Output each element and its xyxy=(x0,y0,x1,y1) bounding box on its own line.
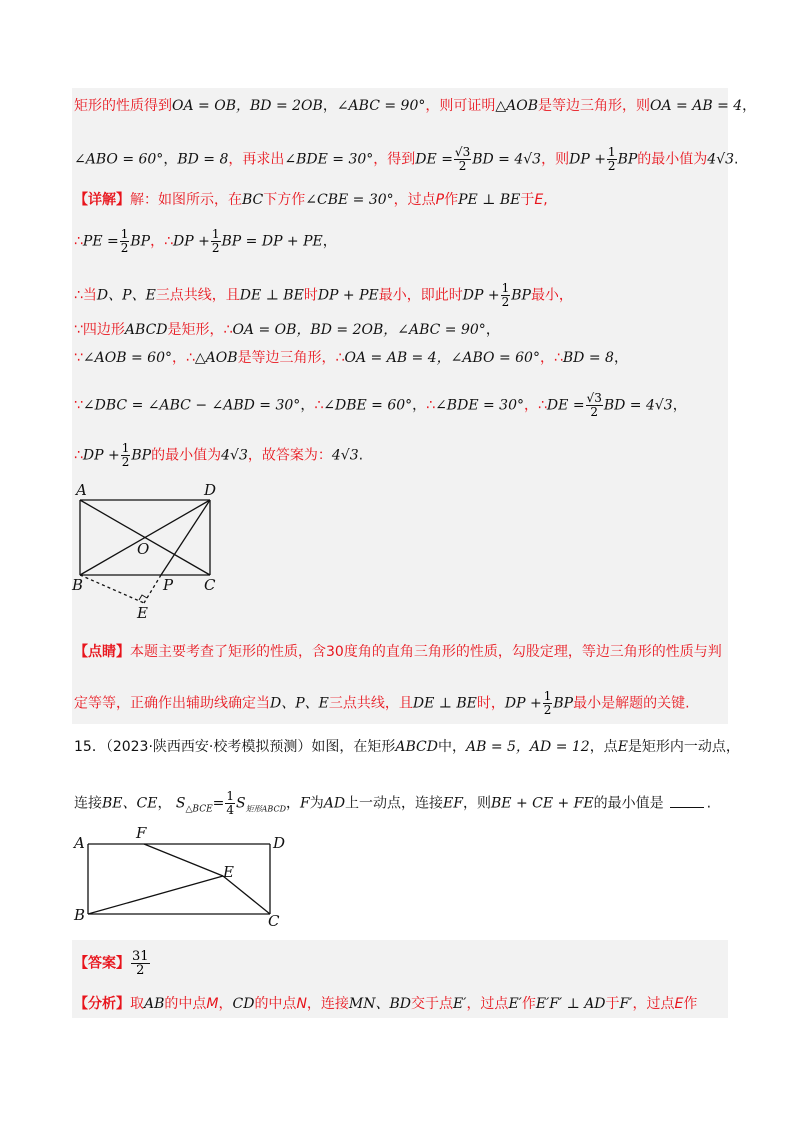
label-a: A xyxy=(76,481,87,499)
detail-line-3: ∴当D、P、E三点共线，且DE ⊥ BE时DP + PE最小，即此时DP + $\frac{1}{2}$ BP最小， xyxy=(74,281,573,309)
fraction: $\frac{√3}{2}$ xyxy=(586,391,602,419)
figure-rectangle-abcd-with-point-p xyxy=(66,480,236,620)
remark-line-2: 定等等，正确作出辅助线确定当D、P、E三点共线，且DE ⊥ BE时，DP + $\frac{1}{2}$ BP最小是解题的关键. xyxy=(74,689,690,717)
segment-fe xyxy=(144,844,223,876)
detail-line-2: ∴PE = $\frac{1}{2}$ BP，∴DP + $\frac{1}{2}$ BP = DP + PE， xyxy=(74,227,337,255)
label-b: B xyxy=(72,576,84,594)
segment-be xyxy=(88,876,223,914)
detail-line-1: 【详解】解：如图所示，在BC下方作∠CBE = 30°，过点P作PE ⊥ BE于E, xyxy=(74,192,548,208)
detail-line-7: ∴DP + $\frac{1}{2}$ BP的最小值为4√3，故答案为：4√3. xyxy=(74,441,364,469)
segment-dp xyxy=(161,500,210,575)
analysis-line-1: 矩形的性质得到OA = OB，BD = 2OB，∠ABC = 90°，则可证明△AOB是等边三角形，则OA = AB = 4， xyxy=(74,98,757,114)
analysis-line: 【分析】取AB的中点M，CD的中点N，连接MN、BD交于点E′，过点E′作E′F′ ⊥ AD于F′，过点E作 xyxy=(74,996,698,1012)
question-15-line-2: 连接BE、CE， $S_{\triangle BCE}=$ $\frac{1}{4}$ $S_{矩形ABCD}$，F为AD上一动点，连接EF，则BE + CE + FE的最小值是 . xyxy=(74,789,712,817)
answer-fraction: $\frac{31}{2}$ xyxy=(132,949,149,978)
fraction: $\frac{1}{2}$ xyxy=(607,145,616,173)
fraction: $\frac{1}{2}$ xyxy=(120,227,129,255)
label-e: E xyxy=(223,863,234,881)
fraction: $\frac{1}{2}$ xyxy=(211,227,220,255)
answer-line: 【答案】 $\frac{31}{2}$ xyxy=(74,949,149,978)
segment-ce xyxy=(223,876,270,914)
analysis-line-2: ∠ABO = 60°，BD = 8，再求出∠BDE = 30°，得到DE = $\frac{√3}{2}$ BD = 4√3，则DP + $\frac{1}{2}$ BP的最小值为4√3. xyxy=(74,145,739,173)
label-a: A xyxy=(74,834,85,852)
detail-line-4: ∵四边形ABCD是矩形，∴OA = OB，BD = 2OB，∠ABC = 90°， xyxy=(74,322,500,338)
remark-line-1: 【点睛】本题主要考查了矩形的性质，含30度角的直角三角形的性质，勾股定理，等边三角形的性质与判 xyxy=(74,644,722,660)
label-c: C xyxy=(268,912,280,930)
label-c: C xyxy=(204,576,216,594)
label-b: B xyxy=(74,906,86,924)
label-f: F xyxy=(136,824,147,842)
right-angle-mark xyxy=(139,595,147,600)
label-d: D xyxy=(204,481,217,499)
question-15-line-1: 15．（2023·陕西西安·校考模拟预测）如图，在矩形ABCD中，AB = 5，AD = 12，点E是矩形内一动点， xyxy=(74,739,740,755)
label-o: O xyxy=(137,540,150,558)
segment-be xyxy=(80,575,144,603)
fraction: $\frac{1}{2}$ xyxy=(501,281,510,309)
segment-pe xyxy=(144,575,161,603)
label-d: D xyxy=(273,834,286,852)
fraction: $\frac{√3}{2}$ xyxy=(454,145,471,173)
detail-line-5: ∵∠AOB = 60°，∴△AOB是等边三角形，∴OA = AB = 4，∠ABO = 60°，∴BD = 8， xyxy=(74,350,628,366)
figure-rectangle-abcd-with-point-e xyxy=(70,822,300,932)
fraction: $\frac{1}{4}$ xyxy=(226,789,235,817)
label-e: E xyxy=(137,604,148,620)
fraction: $\frac{1}{2}$ xyxy=(121,441,130,469)
fraction: $\frac{1}{2}$ xyxy=(543,689,552,717)
answer-blank[interactable] xyxy=(670,807,704,808)
label-p: P xyxy=(163,576,174,594)
detail-line-6: ∵∠DBC = ∠ABC − ∠ABD = 30°，∴∠DBE = 60°，∴∠BDE = 30°，∴DE = $\frac{√3}{2}$ BD = 4√3， xyxy=(74,391,687,419)
